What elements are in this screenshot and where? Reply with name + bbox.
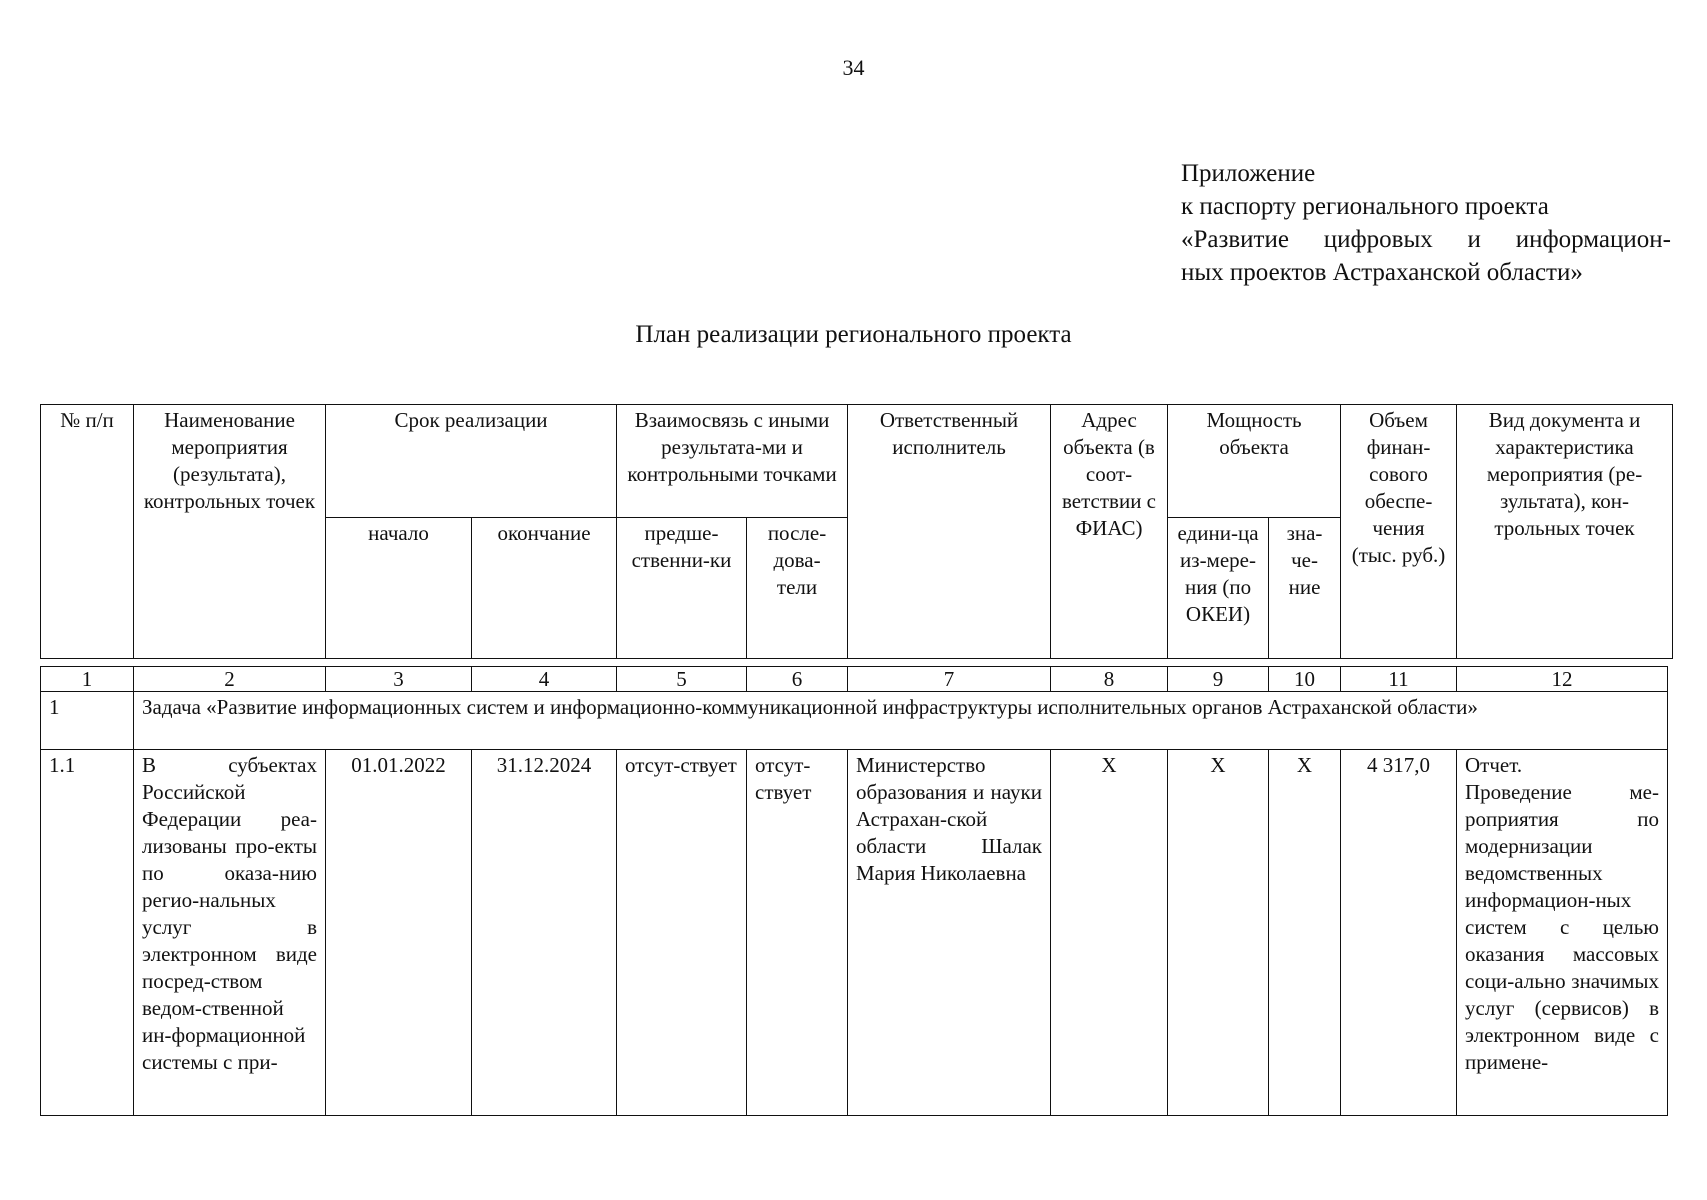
header-address: Адрес объекта (в соот-ветствии с ФИАС) bbox=[1051, 405, 1168, 659]
column-number: 1 bbox=[41, 667, 134, 692]
header-responsible: Ответственный исполнитель bbox=[848, 405, 1051, 659]
appendix-line: к паспорту регионального проекта bbox=[1181, 193, 1549, 220]
row-end-date: 31.12.2024 bbox=[472, 750, 617, 1116]
column-number: 10 bbox=[1269, 667, 1341, 692]
row-responsible: Министерство образования и науки Астрахан-ской области Шалак Мария Николаевна bbox=[848, 750, 1051, 1116]
appendix-line: Приложение bbox=[1181, 160, 1316, 187]
header-link: Взаимосвязь с иными результата-ми и контрольными точками bbox=[617, 405, 848, 518]
column-number: 2 bbox=[134, 667, 326, 692]
plan-table-header bbox=[40, 404, 1673, 659]
task-num: 1 bbox=[41, 692, 134, 750]
column-number: 3 bbox=[326, 667, 472, 692]
column-number: 11 bbox=[1341, 667, 1457, 692]
column-number: 12 bbox=[1457, 667, 1668, 692]
header-capacity-unit: едини-ца из-мере-ния (по ОКЕИ) bbox=[1168, 518, 1269, 659]
appendix-line: ных проектов Астраханской области» bbox=[1181, 259, 1583, 286]
row-doc bbox=[1457, 750, 1668, 1116]
column-numbers-row bbox=[41, 667, 1668, 692]
row-num: 1.1 bbox=[41, 750, 134, 1116]
task-row bbox=[41, 692, 1668, 750]
row-start-date: 01.01.2022 bbox=[326, 750, 472, 1116]
header-doc: Вид документа и характеристика мероприятия (ре-зультата), кон-трольных точек bbox=[1457, 405, 1673, 659]
plan-table-body bbox=[40, 666, 1668, 1116]
column-number: 4 bbox=[472, 667, 617, 692]
column-number: 7 bbox=[848, 667, 1051, 692]
row-successors: отсут-ствует bbox=[747, 750, 848, 1116]
row-address: Х bbox=[1051, 750, 1168, 1116]
column-number: 8 bbox=[1051, 667, 1168, 692]
row-doc-text: Проведение ме-роприятия по модернизации ведомственных информацион-ных систем с целью оказания массовых соци-ально значимых услуг (сервисов) в электронном виде с примене- bbox=[1465, 780, 1659, 1074]
column-number: 6 bbox=[747, 667, 848, 692]
row-finance: 4 317,0 bbox=[1341, 750, 1457, 1116]
column-number: 5 bbox=[617, 667, 747, 692]
appendix-block bbox=[1181, 157, 1671, 289]
row-unit: Х bbox=[1168, 750, 1269, 1116]
header-term-end: окончание bbox=[472, 518, 617, 659]
header-finance: Объем финан-сового обеспе-чения (тыс. руб.) bbox=[1341, 405, 1457, 659]
row-value: Х bbox=[1269, 750, 1341, 1116]
row-predecessors: отсут-ствует bbox=[617, 750, 747, 1116]
page-number: 34 bbox=[842, 55, 865, 80]
plan-title: План реализации регионального проекта bbox=[635, 321, 1072, 348]
table-row bbox=[41, 750, 1668, 1116]
header-capacity-value: зна-че-ние bbox=[1269, 518, 1341, 659]
header-term: Срок реализации bbox=[326, 405, 617, 518]
header-num: № п/п bbox=[41, 405, 134, 659]
header-link-next: после-дова-тели bbox=[747, 518, 848, 659]
column-number: 9 bbox=[1168, 667, 1269, 692]
appendix-line: «Развитие цифровых и информацион- bbox=[1181, 226, 1671, 253]
header-capacity: Мощность объекта bbox=[1168, 405, 1341, 518]
header-name: Наименование мероприятия (результата), контрольных точек bbox=[134, 405, 326, 659]
task-text: Задача «Развитие информационных систем и информационно-коммуникационной инфраструктуры исполнительных органов Астраханской области» bbox=[134, 692, 1668, 750]
row-name: В субъектах Российской Федерации реа-лизованы про-екты по оказа-нию регио-нальных услуг в электронном виде посред-ством ведом-ственной ин-формационной системы с при- bbox=[134, 750, 326, 1116]
header-link-prev: предше-ственни-ки bbox=[617, 518, 747, 659]
header-term-start: начало bbox=[326, 518, 472, 659]
row-doc-title: Отчет. bbox=[1465, 753, 1523, 777]
